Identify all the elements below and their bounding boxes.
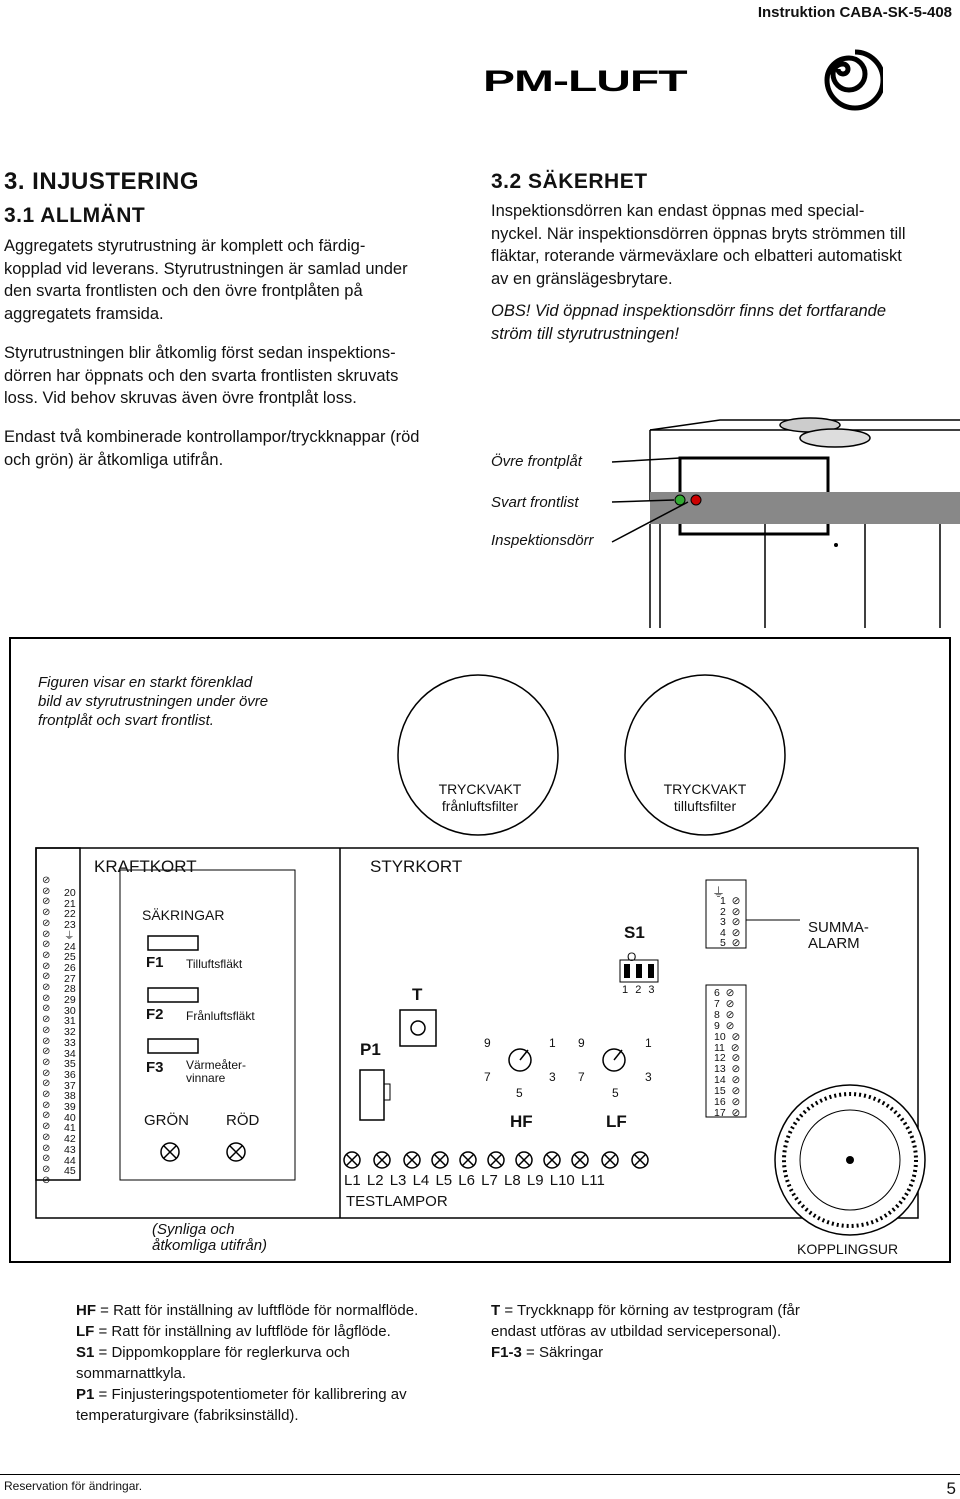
hf-knob-9: 9: [484, 1036, 491, 1050]
right-terminal-number: 13 ⊘: [714, 1063, 741, 1076]
lf-knob-1: 1: [645, 1036, 652, 1050]
testlamp-label: L7: [481, 1172, 505, 1189]
lamp-rod-label: RÖD: [226, 1112, 260, 1129]
earth-symbol: ⏚: [712, 885, 726, 900]
fuse-f2-label: Frånluftsfläkt: [186, 1009, 255, 1023]
paragraph-allmant-1: Aggregatets styrutrustning är komplett och färdig- kopplad vid leverans. Styrutrustningen är samlad under den svarta frontlisten och den övre frontplåten på aggregatets framsida.: [4, 237, 408, 323]
right-terminal-number: 11 ⊘: [714, 1041, 740, 1054]
right-terminal-number: 5 ⊘: [720, 937, 741, 949]
section-heading: 3. INJUSTERING: [4, 168, 200, 195]
right-terminal-number: 3 ⊘: [720, 916, 741, 928]
terminal-number: 35: [64, 1058, 76, 1071]
terminal-numbers: [64, 888, 76, 1177]
terminal-number: 32: [64, 1026, 76, 1039]
footer-divider: [0, 1474, 960, 1475]
legend-row: LF = Ratt för inställning av luftflöde för lågflöde.: [76, 1323, 391, 1340]
testlamp-label: L4: [412, 1172, 436, 1189]
callout-ovre-frontplat: Övre frontplåt: [491, 453, 582, 470]
right-terminals-b: [714, 988, 740, 1119]
terminal-number: 36: [64, 1068, 76, 1081]
hf-knob-5: 5: [516, 1086, 523, 1100]
right-terminal-number: 2 ⊘: [720, 905, 741, 918]
lamp-gron-label: GRÖN: [144, 1112, 189, 1129]
terminal-number: 25: [64, 951, 76, 964]
testlamp-label: L11: [580, 1172, 605, 1189]
subsection-heading-allmant: 3.1 ALLMÄNT: [4, 204, 146, 227]
testlamp-label: L6: [458, 1172, 482, 1189]
diagram-note: Figuren visar en starkt förenklad bild av styrutrustningen under övre frontplåt och svart frontlist.: [38, 674, 269, 729]
terminal-number: 43: [64, 1143, 76, 1156]
terminal-number: 27: [64, 972, 76, 985]
testlamp-label: L3: [389, 1172, 413, 1189]
testlamp-label: L8: [504, 1172, 527, 1189]
lf-knob-9: 9: [578, 1036, 585, 1050]
p1-label: P1: [360, 1040, 381, 1059]
sakringar-label: SÄKRINGAR: [142, 907, 225, 923]
s1-label: S1: [624, 923, 645, 942]
terminal-number: 44: [64, 1154, 76, 1167]
testlamp-label: L2: [366, 1172, 390, 1189]
right-terminal-number: 9 ⊘: [714, 1019, 735, 1032]
pm-luft-logo: [483, 44, 883, 114]
terminal-number: 37: [64, 1079, 76, 1092]
terminal-number: 29: [64, 994, 76, 1007]
callout-inspektionsdorr: Inspektionsdörr: [491, 532, 594, 549]
terminal-number: 20: [64, 887, 76, 899]
right-terminal-number: 15 ⊘: [714, 1085, 741, 1098]
visible-note: (Synliga och åtkomliga utifrån): [152, 1221, 268, 1254]
right-terminal-number: 4 ⊘: [720, 926, 741, 939]
fuse-f1-id: F1: [146, 954, 164, 971]
fuse-f3-label: Värmeåter- vinnare: [186, 1058, 247, 1085]
right-terminal-number: 1 ⊘: [720, 895, 741, 907]
legend-row: sommarnattkyla.: [76, 1365, 187, 1382]
legend-row: P1 = Finjusteringspotentiometer för kallibrering av: [76, 1386, 407, 1403]
testlamp-label: L5: [435, 1172, 459, 1189]
t-label: T: [412, 985, 423, 1004]
legend-row: F1-3 = Säkringar: [491, 1344, 604, 1361]
styrkort-label: STYRKORT: [370, 857, 463, 876]
terminal-number: 28: [64, 983, 76, 996]
earth-symbol: ⏚: [64, 929, 75, 942]
terminal-number: 26: [64, 961, 76, 974]
testlampor-label: TESTLAMPOR: [346, 1193, 448, 1210]
terminal-number: 40: [64, 1111, 76, 1124]
dip-numbers: 1 2 3: [622, 984, 655, 996]
terminal-screws: ⊘ ⊘ ⊘ ⊘ ⊘ ⊘ ⊘ ⊘ ⊘ ⊘ ⊘ ⊘ ⊘ ⊘ ⊘ ⊘ ⊘ ⊘ ⊘ ⊘ ⊘ ⊘ ⊘ ⊘ ⊘ ⊘ ⊘ ⊘ ⊘: [42, 875, 51, 1186]
fuse-f3-id: F3: [146, 1059, 164, 1076]
hf-knob-7: 7: [484, 1070, 491, 1084]
terminal-number: 30: [64, 1004, 76, 1017]
lf-label: LF: [606, 1112, 627, 1131]
legend-row: temperaturgivare (fabriksinställd).: [76, 1407, 299, 1424]
testlamp-label: L9: [526, 1172, 550, 1189]
lf-knob-7: 7: [578, 1070, 585, 1084]
terminal-number: 33: [64, 1036, 76, 1049]
testlamp-label: L1: [344, 1172, 367, 1189]
lf-knob-5: 5: [612, 1086, 619, 1100]
right-terminal-number: 8 ⊘: [714, 1008, 735, 1021]
right-terminal-number: 12 ⊘: [714, 1052, 741, 1065]
dip-o-label: O: [627, 950, 637, 964]
paragraph-sakerhet: Inspektionsdörren kan endast öppnas med special- nyckel. När inspektionsdörren öppnas bryts strömmen till fläktar, roterande värmeväxlare och elbatteri automatiskt av en gränslägesbrytare.: [491, 202, 906, 288]
terminal-number: 39: [64, 1101, 76, 1114]
testlamp-label: L10: [549, 1172, 581, 1189]
summa-alarm-label: SUMMA- ALARM: [808, 919, 869, 952]
terminal-number: 38: [64, 1090, 76, 1103]
fuse-f1-label: Tilluftsfläkt: [186, 957, 243, 971]
testlamp-labels: [344, 1172, 605, 1189]
legend-row: endast utföras av utbildad servicepersonal).: [491, 1323, 782, 1340]
legend-left: [76, 1300, 486, 1426]
fuse-f2-id: F2: [146, 1006, 164, 1023]
hf-knob-1: 1: [549, 1036, 556, 1050]
kopplingsur-label: KOPPLINGSUR: [797, 1241, 899, 1257]
right-terminals-a: [720, 896, 740, 949]
terminal-number: 42: [64, 1133, 76, 1146]
right-terminal-number: 16 ⊘: [714, 1096, 741, 1109]
obs-warning: OBS! Vid öppnad inspektionsdörr finns det fortfarande ström till styrutrustningen!: [491, 302, 887, 343]
legend-row: T = Tryckknapp för körning av testprogram (får: [491, 1302, 800, 1319]
hf-label: HF: [510, 1112, 533, 1131]
right-terminal-number: 17 ⊘: [714, 1106, 741, 1119]
legend-row: HF = Ratt för inställning av luftflöde för normalflöde.: [76, 1302, 419, 1319]
legend-right: [491, 1300, 931, 1363]
subsection-heading-sakerhet: 3.2 SÄKERHET: [491, 170, 648, 193]
right-terminal-number: 6 ⊘: [714, 987, 735, 999]
tryckvakt-tilluft-label: TRYCKVAKT tilluftsfilter: [663, 781, 747, 814]
right-terminal-number: 7 ⊘: [714, 997, 735, 1010]
right-terminal-number: 14 ⊘: [714, 1074, 741, 1087]
lf-knob-3: 3: [645, 1070, 652, 1084]
paragraph-allmant-2: Styrutrustningen blir åtkomlig först sedan inspektions- dörren har öppnats och den svarta frontlisten skruvats loss. Vid behov skruvas även övre frontplåt loss.: [4, 344, 399, 407]
right-terminal-number: 10 ⊘: [714, 1030, 741, 1043]
terminal-number: 31: [64, 1015, 76, 1028]
terminal-number: 21: [64, 897, 76, 910]
terminal-number: 41: [64, 1122, 76, 1135]
tryckvakt-franluft-label: TRYCKVAKT frånluftsfilter: [438, 781, 522, 814]
legend-row: S1 = Dippomkopplare för reglerkurva och: [76, 1344, 350, 1361]
terminal-number: 34: [64, 1047, 76, 1060]
terminal-number: 45: [64, 1165, 76, 1178]
unit-illustration: [490, 410, 960, 635]
kraftkort-label: KRAFTKORT: [94, 857, 197, 876]
callout-svart-frontlist: Svart frontlist: [491, 494, 579, 511]
terminal-number: 23: [64, 919, 76, 932]
document-id: Instruktion CABA-SK-5-408: [757, 4, 952, 21]
terminal-number: 24: [64, 940, 76, 953]
page-number: 5: [946, 1479, 956, 1498]
logo-text: PM-LUFT: [483, 65, 687, 98]
terminal-number: 22: [64, 908, 76, 921]
hf-knob-3: 3: [549, 1070, 556, 1084]
paragraph-allmant-3: Endast två kombinerade kontrollampor/tryckknappar (röd och grön) är åtkomliga utifrån.: [4, 428, 420, 469]
footer-reservation: Reservation för ändringar.: [4, 1479, 143, 1493]
